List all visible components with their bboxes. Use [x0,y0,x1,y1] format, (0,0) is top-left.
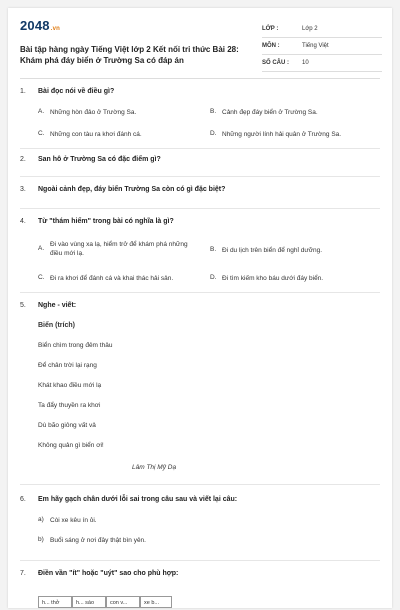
question-divider [20,484,380,485]
option-label: C. [38,130,45,137]
question-divider [20,176,380,177]
question-number: 2. [20,156,26,163]
question-number: 5. [20,302,26,309]
option-text: Đi ra khơi để đánh cá và khai thác hải sản. [50,275,174,282]
question-text: Nghe - viết: [38,302,77,309]
page-title: Bài tập hàng ngày Tiếng Việt lớp 2 Kết nối tri thức Bài 28: Khám phá đáy biển ở Trường Sa có đáp án [20,45,239,65]
option-label: D. [210,130,217,137]
item-label: a) [38,516,44,523]
option-label: A. [38,108,45,115]
poem-line: Biển chìm trong đêm thâu [38,342,113,349]
question-text: Em hãy gạch chân dưới lỗi sai trong câu sau và viết lại câu: [38,496,238,503]
option-text: Những người lính hải quân ở Trường Sa. [222,131,342,138]
poem-line: Để chân trời lại rạng [38,362,97,369]
option-text: Những hòn đảo ở Trường Sa. [50,109,137,116]
poem-title: Biển (trích) [38,322,75,329]
meta-value: Tiếng Việt [302,43,329,49]
fill-in-cell[interactable]: xe b... [140,596,172,608]
option-text: Cảnh đẹp đáy biển ở Trường Sa. [222,109,318,116]
poem-line: Khát khao điều mới lạ [38,382,102,389]
option-label: B. [210,246,217,253]
question-text: Ngoài cảnh đẹp, đáy biển Trường Sa còn có gì đặc biệt? [38,186,226,193]
question-text: Điền vần "ít" hoặc "uýt" sao cho phù hợp: [38,570,179,577]
header-divider [20,78,380,79]
site-logo[interactable] [20,18,60,33]
logo-suffix: .vn [50,26,61,32]
option-label: C. [38,274,45,281]
poem-line: Ta đẩy thuyền ra khơi [38,402,101,409]
question-number: 1. [20,88,26,95]
item-text: Buổi sáng ở nơi đây thật bìn yên. [50,537,146,544]
meta-key: MÔN : [262,43,280,49]
question-text: Từ "thám hiểm" trong bài có nghĩa là gì? [38,218,174,225]
logo-main: 2048 [20,18,50,33]
question-divider [20,292,380,293]
meta-value: Lớp 2 [302,26,318,32]
question-divider [20,208,380,209]
option-text: Đi tìm kiếm kho báu dưới đáy biển. [222,275,324,282]
option-text: Đi du lịch trên biển để nghỉ dưỡng. [222,247,323,254]
question-divider [20,148,380,149]
poem-author: Lâm Thị Mỹ Dạ [132,464,177,471]
question-number: 4. [20,218,26,225]
worksheet-page [8,8,392,608]
fill-in-cell[interactable]: con v... [106,596,140,608]
question-divider [20,560,380,561]
option-text: Những con tàu ra khơi đánh cá. [50,131,142,138]
question-number: 3. [20,186,26,193]
meta-row-grade [262,21,382,38]
meta-value: 10 [302,60,309,66]
poem-line: Không quản gì biển ơi! [38,442,104,449]
fill-in-cell[interactable]: h... sáo [72,596,106,608]
question-number: 7. [20,570,26,577]
header [20,18,380,76]
option-text: Đi vào vùng xa lạ, hiểm trở để khám phá những điều mới lạ. [50,241,188,257]
option-label: D. [210,274,217,281]
item-label: b) [38,536,44,543]
meta-info [262,21,382,72]
meta-row-subject [262,38,382,55]
meta-key: SỐ CÂU : [262,60,289,66]
meta-row-count [262,55,382,72]
question-text: Bài đọc nói về điều gì? [38,88,115,95]
meta-key: LỚP : [262,26,279,32]
question-text: San hô ở Trường Sa có đặc điểm gì? [38,156,161,163]
option-label: A. [38,245,45,252]
item-text: Còi xe kêu ín ỏi. [50,517,97,524]
option-label: B. [210,108,217,115]
fill-in-cell[interactable]: h... thở [38,596,72,608]
question-number: 6. [20,496,26,503]
poem-line: Dù bão giông vất vả [38,422,96,429]
